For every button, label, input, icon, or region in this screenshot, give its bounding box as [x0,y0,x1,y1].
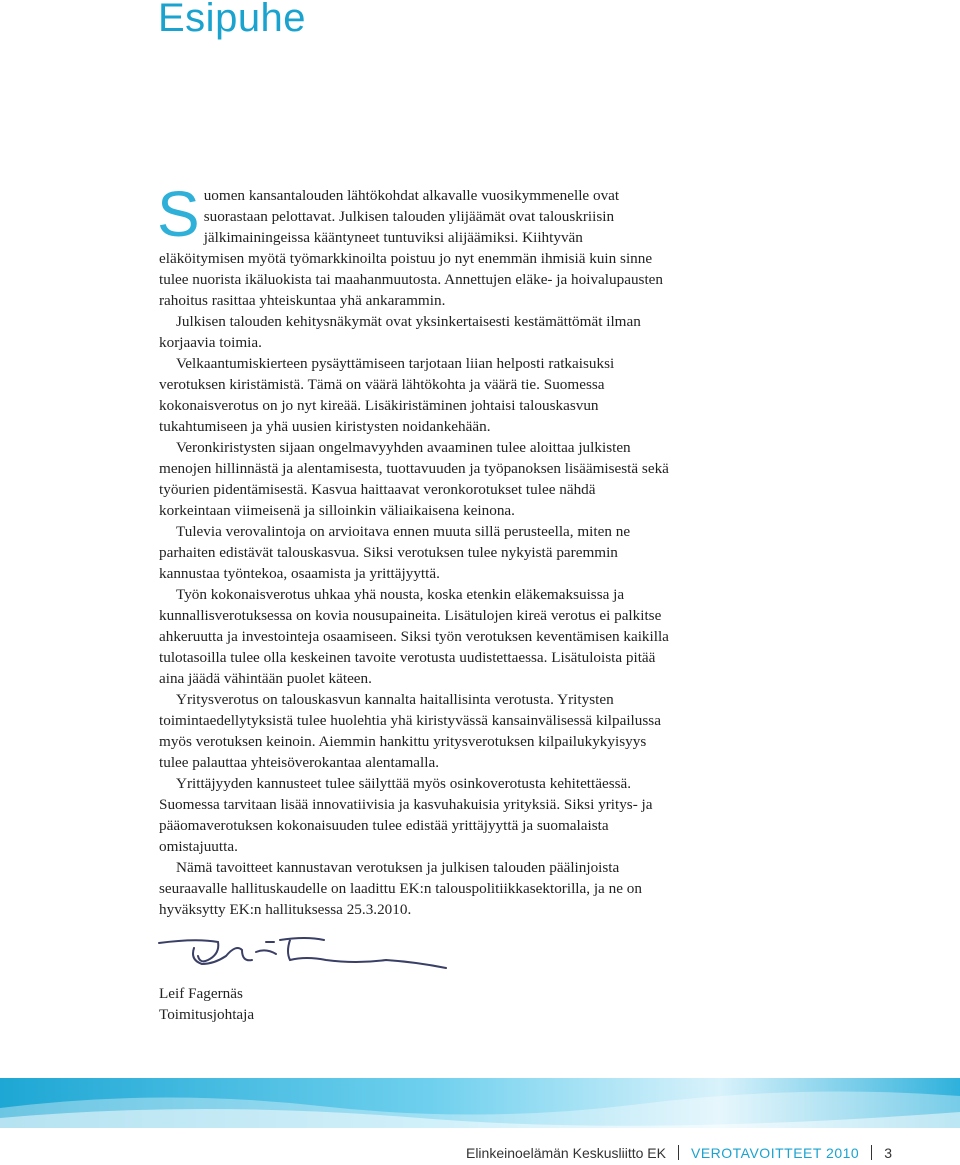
signer-name: Leif Fagernäs [159,985,243,1002]
handwritten-signature [156,930,456,980]
footer-divider [871,1145,872,1160]
signer-title: Toimitusjohtaja [159,1006,255,1023]
page-title: Esipuhe [158,0,307,40]
footer-publication: VEROTAVOITTEET 2010 [690,1145,860,1161]
paragraph-2: Julkisen talouden kehitysnäkymät ovat yksinkertaisesti kestämättömät ilman korjaavia toimia. [159,313,641,351]
footer-divider [678,1145,679,1160]
page-footer [466,1145,892,1161]
paragraph-9: Nämä tavoitteet kannustavan verotuksen ja julkisen talouden päälinjoista seuraavalle hallituskaudelle on laadittu EK:n talouspolitiikkasektorilla, ja ne on hyväksytty EK:n hallituksessa 25.3.2010. [159,859,642,918]
drop-cap: S [157,178,200,250]
footer-organization: Elinkeinoelämän Keskusliitto EK [465,1145,666,1161]
paragraph-8: Yrittäjyyden kannusteet tulee säilyttää myös osinkoverotusta kehitettäessä. Suomessa tarvitaan lisää innovatiivisia ja kasvuhakuisia yrityksiä. Siksi yritys- ja pääomaverotuksen kokonaisuuden tulee edistää yrittäjyyttä ja suomalaista omistajuutta. [159,775,653,855]
paragraph-4: Veronkiristysten sijaan ongelmavyyhden avaaminen tulee aloittaa julkisten menojen hillinnästä ja alentamisesta, tuottavuuden ja työpanoksen lisäämisestä sekä työurien pidentämisestä. Kasvua haittaavat veronkorotukset tulee nähdä korkeintaan viimeisenä ja silloinkin väliaikaisena keinona. [159,439,669,519]
paragraph-1-text: uomen kansantalouden lähtökohdat alkavalle vuosikymmenelle ovat suorastaan pelottavat. Julkisen talouden ylijäämät ovat talouskriisin jälkimainingeissa kääntyneet tuntuviksi alijäämiksi. Kiihtyvän eläköitymisen myötä työmarkkinoilta poistuu jo nyt enemmän ihmisiä kuin sinne tulee nuorista ikäluokista tai maahanmuutosta. Annettujen eläke- ja hoivalupausten rahoitus rasittaa yhteiskuntaa yhä ankarammin. [159,187,663,309]
page-number: 3 [884,1145,892,1161]
paragraph-6: Työn kokonaisverotus uhkaa yhä nousta, koska etenkin eläkemaksuissa ja kunnallisverotuksessa on kovia nousupaineita. Lisätulojen kireä verotus ei palkitse ahkeruutta ja investointeja osaamiseen. Siksi työn verotuksen keventämisen kaikilla tulotasoilla tulee olla keskeinen tavoite verotusta uudistettaessa. Lisätuloista pitää aina jäädä vähintään puolet käteen. [159,586,669,687]
paragraph-5: Tulevia verovalintoja on arvioitava ennen muuta sillä perusteella, miten ne parhaiten edistävät talouskasvua. Siksi verotuksen tulee nykyistä paremmin kannustaa työntekoa, osaamista ja yrittäjyyttä. [159,523,631,582]
paragraph-1 [157,178,669,311]
signer-block [159,983,254,1025]
article-body [157,178,669,920]
paragraph-7: Yritysverotus on talouskasvun kannalta haitallisinta verotusta. Yritysten toimintaedellytyksistä tulee huolehtia yhä kiristyvässä kansainvälisessä kilpailussa myös verotuksen keinoin. Aiemmin hankittu yritysverotuksen kilpailukykyisyys tulee palauttaa yhteisöverokantaa alentamalla. [159,691,661,771]
decorative-wave-band [0,1078,960,1128]
paragraph-3: Velkaantumiskierteen pysäyttämiseen tarjotaan liian helposti ratkaisuksi verotuksen kiristämistä. Tämä on väärä lähtökohta ja väärä tie. Suomessa kokonaisverotus on jo nyt kireää. Lisäkiristäminen johtaisi talouskasvun tukahtumiseen ja yhä uusien kiristysten noidankehään. [159,355,615,435]
